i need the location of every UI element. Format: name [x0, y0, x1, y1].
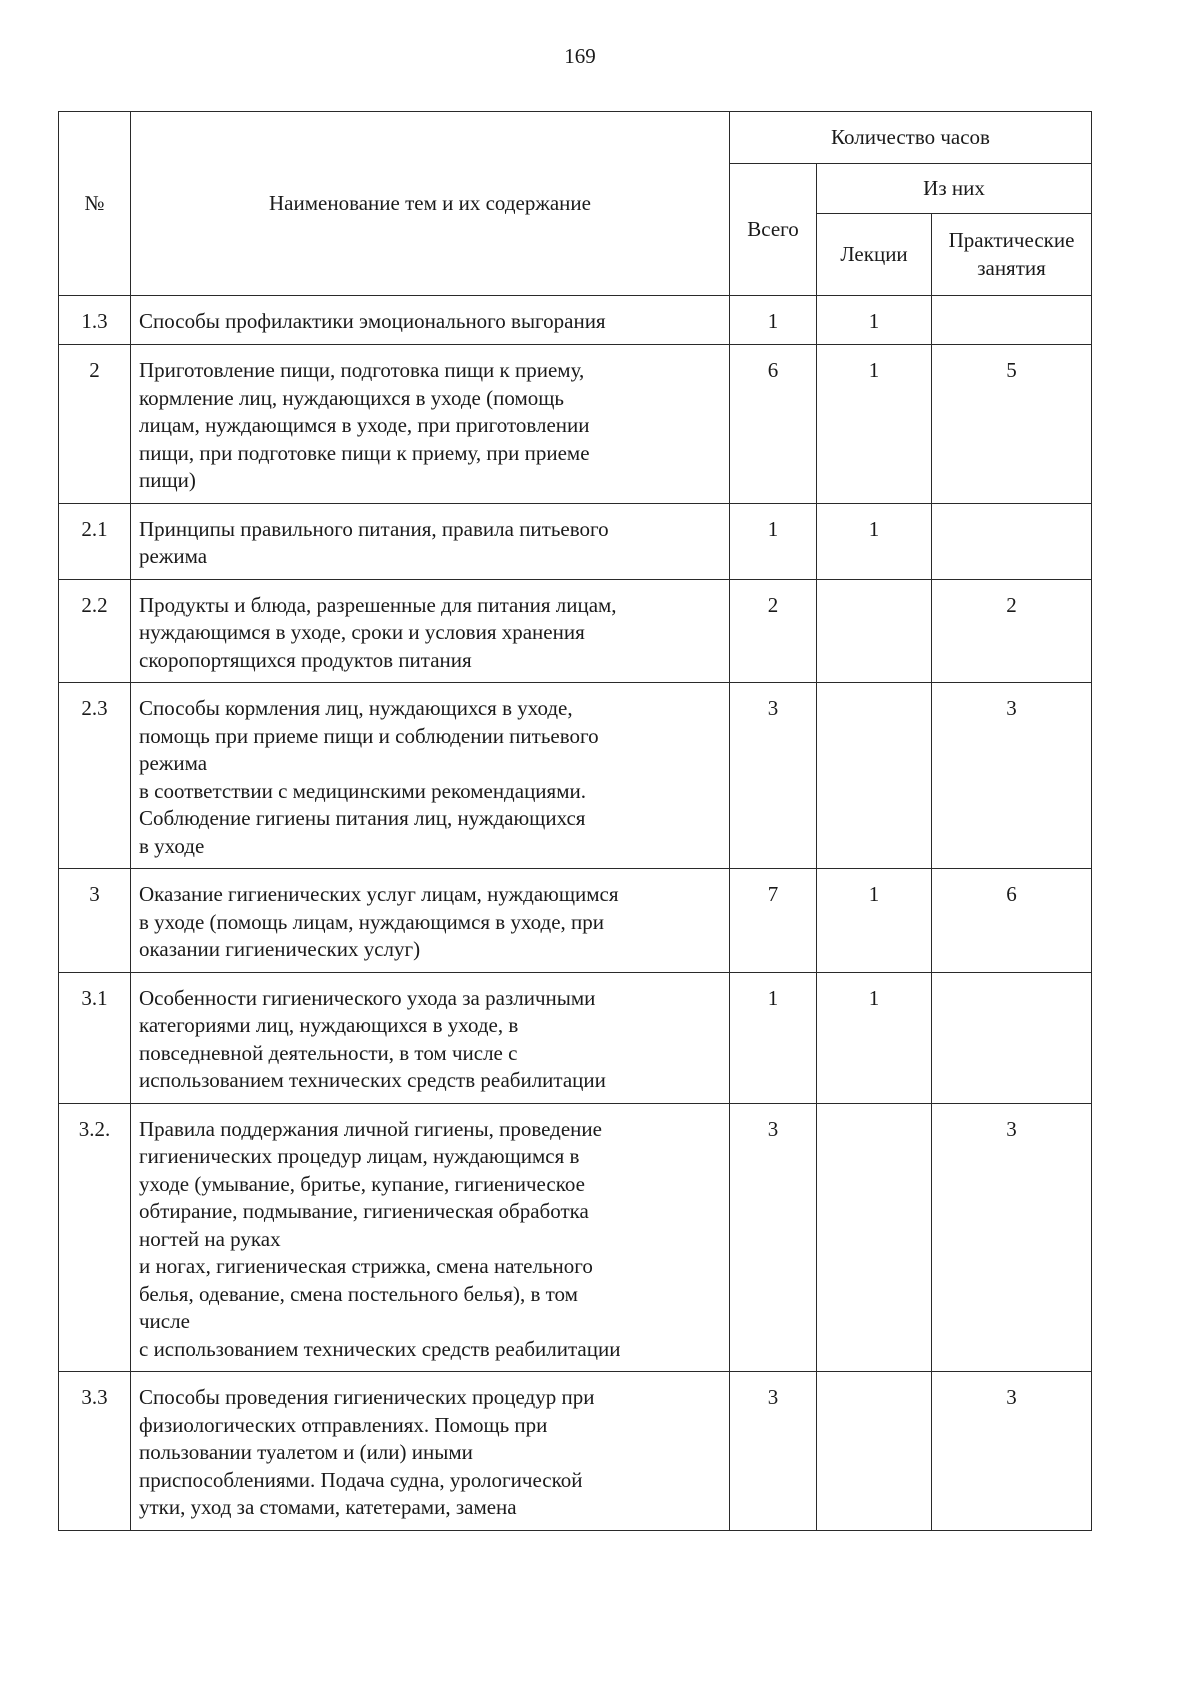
row-number: 3 — [59, 869, 131, 973]
topic-line: гигиенических процедур лицам, нуждающимся в — [139, 1144, 580, 1168]
row-total: 3 — [730, 1103, 817, 1372]
topic-line: Продукты и блюда, разрешенные для питания лицам, — [139, 592, 617, 617]
row-number: 2.2 — [59, 579, 131, 683]
topic-line: Приготовление пищи, подготовка пищи к приему, — [139, 358, 585, 382]
table-row — [59, 296, 1092, 345]
topic-line: в уходе (помощь лицам, нуждающимся в уходе, при — [139, 909, 605, 934]
row-practical — [932, 503, 1092, 579]
row-total: 1 — [730, 296, 817, 345]
table-row — [59, 972, 1092, 1103]
row-total: 7 — [730, 869, 817, 973]
table-row — [59, 579, 1092, 683]
topic-line: режима — [139, 751, 208, 775]
topic-line: Правила поддержания личной гигиены, проведение — [139, 1116, 602, 1141]
row-total: 1 — [730, 972, 817, 1103]
table-header — [59, 112, 1092, 296]
topic-line: оказании гигиенических услуг) — [139, 937, 421, 961]
row-practical: 5 — [932, 345, 1092, 504]
row-topic — [131, 503, 730, 579]
row-lectures: 1 — [817, 503, 932, 579]
row-practical — [932, 972, 1092, 1103]
topic-line: утки, уход за стомами, катетерами, замена — [139, 1495, 517, 1519]
topic-line: с использованием технических средств реабилитации — [139, 1336, 621, 1361]
row-topic — [131, 1103, 730, 1372]
topic-line: в соответствии с медицинскими рекомендациями. — [139, 778, 586, 803]
header-practical-line1: Практические — [948, 228, 1075, 252]
header-total: Всего — [730, 164, 817, 296]
row-total: 2 — [730, 579, 817, 683]
row-number: 3.1 — [59, 972, 131, 1103]
row-lectures — [817, 1103, 932, 1372]
topic-line: Особенности гигиенического ухода за различными — [139, 985, 596, 1010]
row-lectures — [817, 1372, 932, 1531]
topic-line: физиологических отправлениях. Помощь при — [139, 1412, 548, 1437]
row-number: 3.2. — [59, 1103, 131, 1372]
topic-line: уходе (умывание, бритье, купание, гигиеническое — [139, 1171, 585, 1196]
topic-line: помощь при приеме пищи и соблюдении питьевого — [139, 723, 599, 748]
row-lectures: 1 — [817, 345, 932, 504]
header-of-which: Из них — [817, 164, 1092, 214]
topic-line: Способы кормления лиц, нуждающихся в уходе, — [139, 696, 573, 720]
page-number: 169 — [564, 44, 596, 68]
topic-line: категориями лиц, нуждающихся в уходе, в — [139, 1013, 519, 1037]
topic-line: и ногах, гигиеническая стрижка, смена нательного — [139, 1254, 593, 1278]
row-practical: 3 — [932, 1103, 1092, 1372]
row-practical — [932, 296, 1092, 345]
header-hours: Количество часов — [730, 112, 1092, 164]
row-topic — [131, 296, 730, 345]
topic-line: повседневной деятельности, в том числе с — [139, 1040, 518, 1065]
row-number: 3.3 — [59, 1372, 131, 1531]
topic-line: скоропортящихся продуктов питания — [139, 647, 472, 672]
row-topic — [131, 579, 730, 683]
topic-line: лицам, нуждающимся в уходе, при приготовлении — [139, 413, 590, 437]
row-lectures: 1 — [817, 296, 932, 345]
topic-line: Способы профилактики эмоционального выгорания — [139, 309, 606, 333]
topic-line: пищи, при подготовке пищи к приему, при приеме — [139, 440, 590, 465]
topic-line: приспособлениями. Подача судна, урологической — [139, 1467, 583, 1492]
row-topic — [131, 345, 730, 504]
topic-line: пищи) — [139, 468, 196, 492]
row-total: 6 — [730, 345, 817, 504]
row-total: 3 — [730, 683, 817, 869]
row-topic — [131, 972, 730, 1103]
table-body — [59, 296, 1092, 1531]
header-number: № — [59, 112, 131, 296]
row-lectures — [817, 579, 932, 683]
table-row — [59, 345, 1092, 504]
header-practical-line2: занятия — [977, 255, 1046, 280]
row-topic — [131, 869, 730, 973]
topic-line: Оказание гигиенических услуг лицам, нуждающимся — [139, 882, 619, 906]
row-practical: 2 — [932, 579, 1092, 683]
header-practical — [932, 214, 1092, 296]
row-number: 2 — [59, 345, 131, 504]
row-lectures: 1 — [817, 972, 932, 1103]
topic-line: в уходе — [139, 833, 205, 858]
row-topic — [131, 683, 730, 869]
header-lectures: Лекции — [817, 214, 932, 296]
row-number: 2.3 — [59, 683, 131, 869]
hours-table — [58, 111, 1092, 1531]
topic-line: кормление лиц, нуждающихся в уходе (помощь — [139, 385, 564, 410]
topic-line: обтирание, подмывание, гигиеническая обработка — [139, 1199, 589, 1223]
table-row — [59, 1103, 1092, 1372]
row-total: 1 — [730, 503, 817, 579]
row-topic — [131, 1372, 730, 1531]
row-practical: 3 — [932, 1372, 1092, 1531]
topic-line: использованием технических средств реабилитации — [139, 1068, 606, 1092]
topic-line: Соблюдение гигиены питания лиц, нуждающихся — [139, 806, 586, 830]
topic-line: белья, одевание, смена постельного белья), в том — [139, 1281, 578, 1306]
row-total: 3 — [730, 1372, 817, 1531]
topic-line: ногтей на руках — [139, 1226, 281, 1251]
topic-line: Принципы правильного питания, правила питьевого — [139, 516, 609, 541]
row-number: 1.3 — [59, 296, 131, 345]
topic-line: числе — [139, 1309, 190, 1333]
row-practical: 3 — [932, 683, 1092, 869]
topic-line: Способы проведения гигиенических процедур при — [139, 1385, 595, 1409]
topic-line: нуждающимся в уходе, сроки и условия хранения — [139, 620, 585, 644]
header-topic: Наименование тем и их содержание — [131, 112, 730, 296]
table-row — [59, 683, 1092, 869]
table-row — [59, 869, 1092, 973]
table-row — [59, 1372, 1092, 1531]
table-row — [59, 503, 1092, 579]
row-number: 2.1 — [59, 503, 131, 579]
row-lectures: 1 — [817, 869, 932, 973]
topic-line: режима — [139, 544, 208, 568]
row-practical: 6 — [932, 869, 1092, 973]
topic-line: пользовании туалетом и (или) иными — [139, 1440, 473, 1464]
row-lectures — [817, 683, 932, 869]
